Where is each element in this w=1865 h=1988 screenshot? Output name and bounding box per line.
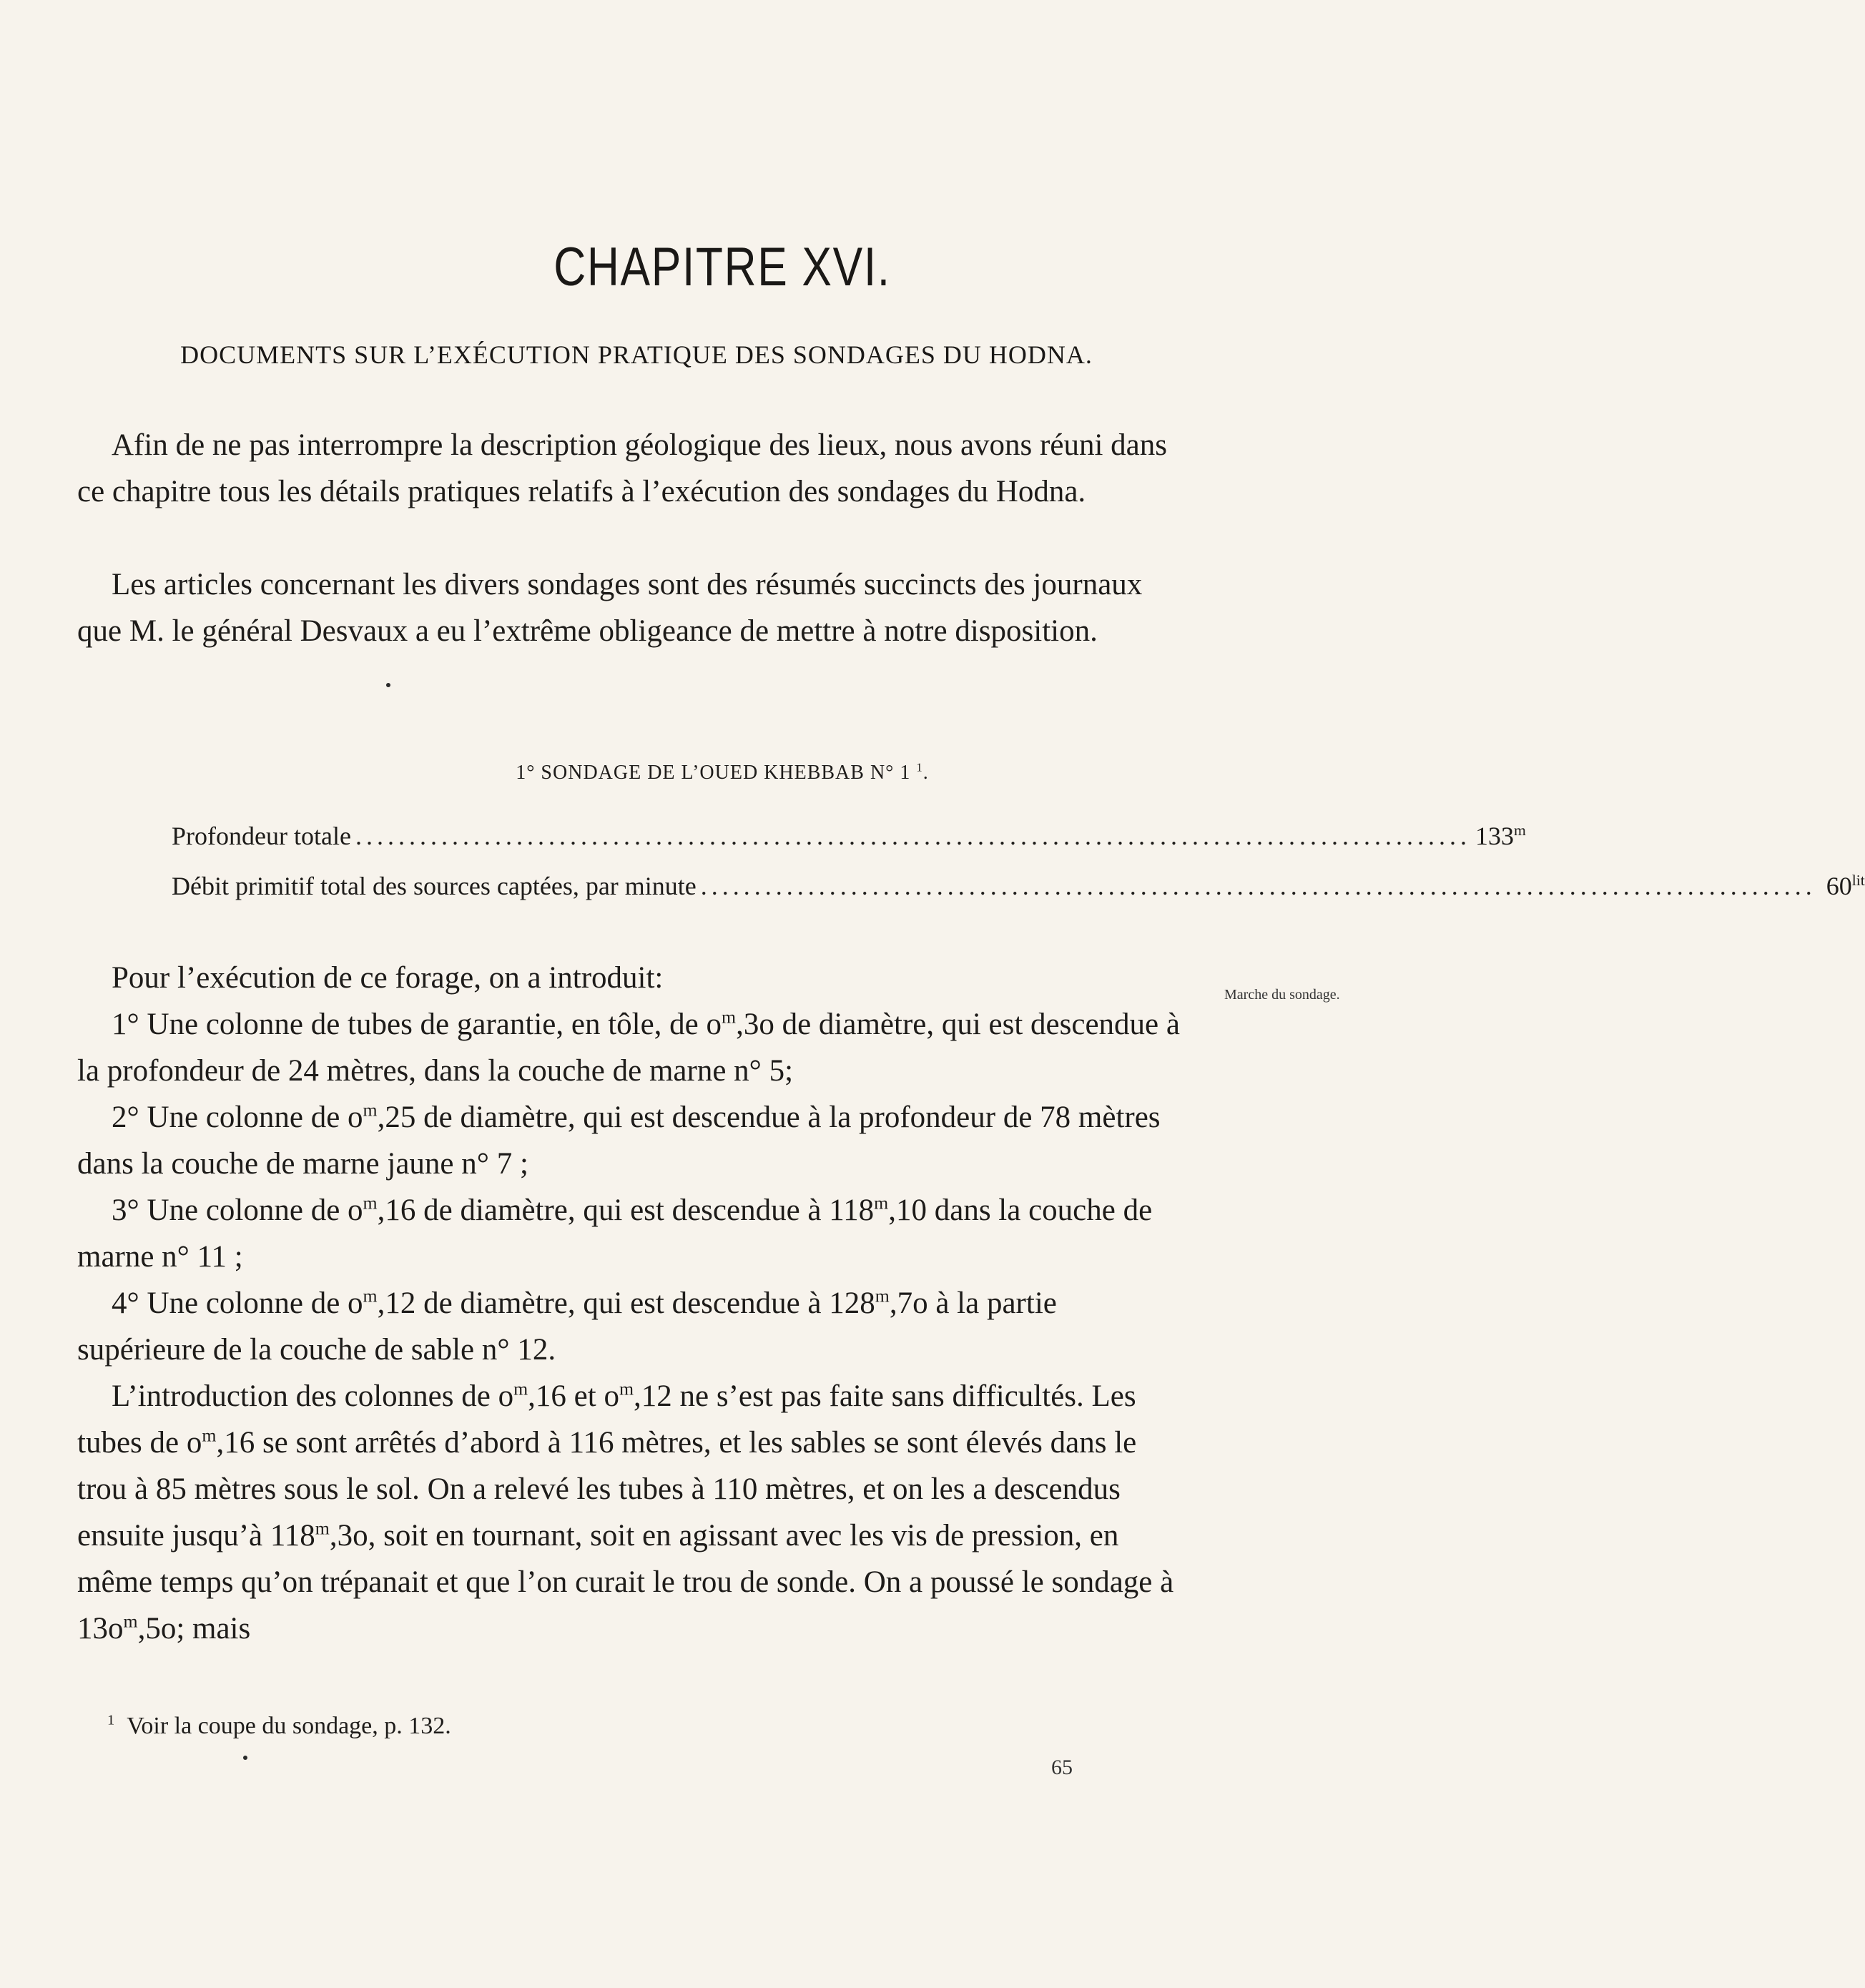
page-number: 65 — [1051, 1756, 1073, 1779]
body-item-3: 3° Une colonne de $o^m,16$ de diamètre, qui est descendue à 118$^m$,10 dans la couche de marne n° 11 ; — [77, 1192, 1153, 1274]
margin-note: Marche du sondage. — [1224, 987, 1340, 1003]
body-final-paragraph: L’introduction des colonnes de $o^m,16$ et $o^m,12$ ne s’est pas faite sans difficultés. Les tubes de $o^m,16$ se sont arrêtés d’abord à 116 mètres, et les sables se sont élevés dans le trou à 85 mètres sous le sol. On a relevé les tubes à 110 mètres, et on les a descendus ensuite jusqu’à 118$^m$,3o, soit en tournant, soit en agissant avec les vis de pression, en même temps qu’on trépanait et que l’on curait le trou de sonde. On a poussé le sondage à $13o^m,5o$; mais — [77, 1378, 1174, 1645]
ink-spot — [386, 683, 390, 687]
footnote — [107, 1713, 451, 1740]
footnote-mark: 1 — [107, 1712, 115, 1728]
stat-row-flow: Débit primitif total des sources captées, par minute ........................................................................................................ $60^{lit}$ — [172, 872, 1865, 900]
footnote-text: Voir la coupe du sondage, p. 132. — [127, 1713, 451, 1739]
intro-paragraph-1: Afin de ne pas interrompre la description géologique des lieux, nous avons réuni dans ce chapitre tous les détails pratiques relatifs à l’exécution des sondages du Hodna. — [77, 428, 1167, 508]
body-item-2: 2° Une colonne de $o^m,25$ de diamètre, qui est descendue à la profondeur de 78 mètres dans la couche de marne jaune n° 7 ; — [77, 1099, 1161, 1181]
stat-row-depth: Profondeur totale ........................................................................................................ 133$^m$ — [172, 822, 1526, 850]
section-heading-text: 1° SONDAGE DE L’OUED KHEBBAB N° 1 — [516, 762, 911, 784]
body-item-4: 4° Une colonne de $o^m,12$ de diamètre, qui est descendue à 128$^m$,7o à la partie supérieure de la couche de sable n° 12. — [77, 1285, 1057, 1367]
ink-spot — [243, 1756, 247, 1760]
intro-paragraph-2: Les articles concernant les divers sondages sont des résumés succincts des journaux que M. le général Desvaux a eu l’extrême obligeance de mettre à notre disposition. — [77, 568, 1143, 648]
body-item-1: 1° Une colonne de tubes de garantie, en tôle, de $o^m,3o$ de diamètre, qui est descendue à la profondeur de 24 mètres, dans la couche de marne n° 5; — [77, 1006, 1180, 1088]
stat-value: 133$^m$ — [1475, 822, 1526, 850]
stat-label: Profondeur totale — [172, 822, 351, 850]
section-heading: 1° SONDAGE DE L’OUED KHEBBAB N° 1 $^1$. — [516, 760, 929, 784]
chapter-subtitle: DOCUMENTS SUR L’EXÉCUTION PRATIQUE DES SONDAGES DU HODNA. — [180, 340, 1093, 369]
stat-value: $60^{lit}$ — [1826, 872, 1865, 900]
stat-label: Débit primitif total des sources captées, par minute — [172, 872, 697, 900]
chapter-title: CHAPITRE XVI. — [553, 237, 891, 297]
footnote-ref: 1 — [916, 760, 923, 774]
body-intro-line: Pour l’exécution de ce forage, on a introduit: — [112, 961, 664, 995]
